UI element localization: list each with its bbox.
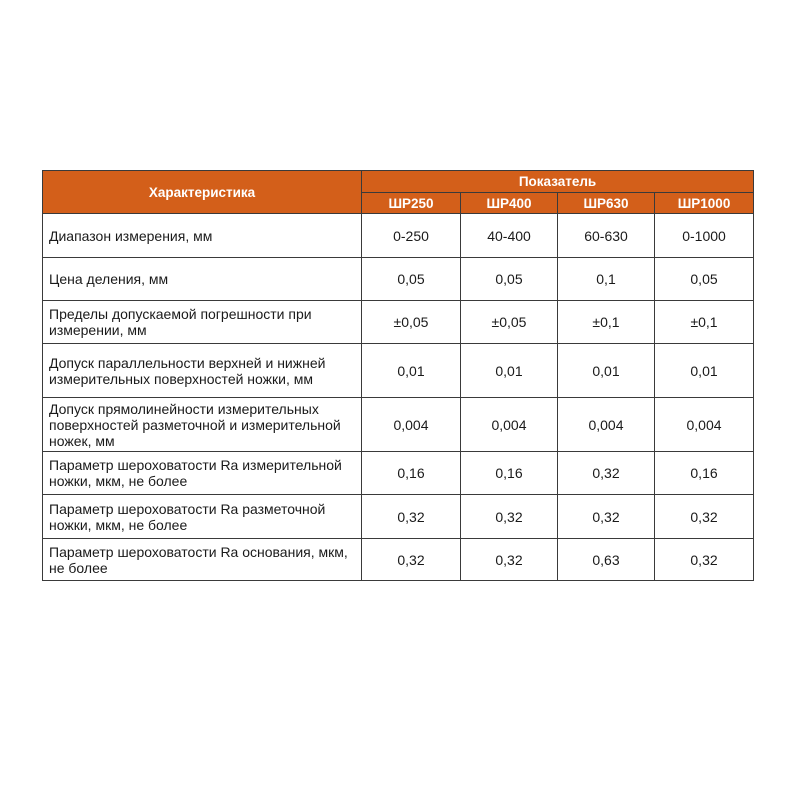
cell-value: ±0,1 — [655, 301, 754, 344]
table-row — [43, 452, 754, 495]
cell-value: 0,1 — [558, 258, 655, 301]
row-label: Допуск параллельности верхней и нижней измерительных поверхностей ножки, мм — [43, 344, 362, 398]
header-characteristic: Характеристика — [43, 171, 362, 214]
row-label: Параметр шероховатости Ra основания, мкм, не более — [43, 539, 362, 581]
cell-value: 0,32 — [655, 539, 754, 581]
header-model-shr400: ШР400 — [461, 193, 558, 214]
table-row — [43, 214, 754, 258]
table-row — [43, 495, 754, 539]
row-label: Пределы допускаемой погрешности при измерении, мм — [43, 301, 362, 344]
table-row — [43, 301, 754, 344]
cell-value: 0,004 — [461, 398, 558, 452]
header-row-top — [43, 171, 754, 193]
cell-value: 0,32 — [362, 539, 461, 581]
cell-value: 0,004 — [655, 398, 754, 452]
cell-value: 0,05 — [461, 258, 558, 301]
cell-value: 0,16 — [461, 452, 558, 495]
cell-value: 0,32 — [655, 495, 754, 539]
row-label: Параметр шероховатости Ra измерительной ножки, мкм, не более — [43, 452, 362, 495]
table-row — [43, 344, 754, 398]
specifications-table — [42, 170, 754, 581]
table-row — [43, 398, 754, 452]
header-indicator: Показатель — [362, 171, 754, 193]
cell-value: 60-630 — [558, 214, 655, 258]
header-model-shr250: ШР250 — [362, 193, 461, 214]
cell-value: 0,01 — [558, 344, 655, 398]
row-label: Диапазон измерения, мм — [43, 214, 362, 258]
cell-value: 0,32 — [461, 539, 558, 581]
cell-value: 40-400 — [461, 214, 558, 258]
cell-value: 0,63 — [558, 539, 655, 581]
cell-value: 0,01 — [362, 344, 461, 398]
row-label: Допуск прямолинейности измерительных поверхностей разметочной и измерительной ножек, мм — [43, 398, 362, 452]
cell-value: 0,05 — [362, 258, 461, 301]
row-label: Цена деления, мм — [43, 258, 362, 301]
cell-value: 0,16 — [655, 452, 754, 495]
cell-value: 0,01 — [655, 344, 754, 398]
cell-value: ±0,05 — [461, 301, 558, 344]
table-row — [43, 539, 754, 581]
cell-value: 0,32 — [558, 452, 655, 495]
cell-value: 0,32 — [461, 495, 558, 539]
cell-value: 0,05 — [655, 258, 754, 301]
cell-value: 0,004 — [362, 398, 461, 452]
cell-value: 0-250 — [362, 214, 461, 258]
row-label: Параметр шероховатости Ra разметочной ножки, мкм, не более — [43, 495, 362, 539]
table-body — [43, 214, 754, 581]
table-row — [43, 258, 754, 301]
header-model-shr1000: ШР1000 — [655, 193, 754, 214]
cell-value: 0,16 — [362, 452, 461, 495]
header-model-shr630: ШР630 — [558, 193, 655, 214]
cell-value: ±0,1 — [558, 301, 655, 344]
cell-value: ±0,05 — [362, 301, 461, 344]
cell-value: 0,32 — [558, 495, 655, 539]
cell-value: 0,01 — [461, 344, 558, 398]
cell-value: 0,004 — [558, 398, 655, 452]
cell-value: 0,32 — [362, 495, 461, 539]
cell-value: 0-1000 — [655, 214, 754, 258]
table-header — [43, 171, 754, 214]
